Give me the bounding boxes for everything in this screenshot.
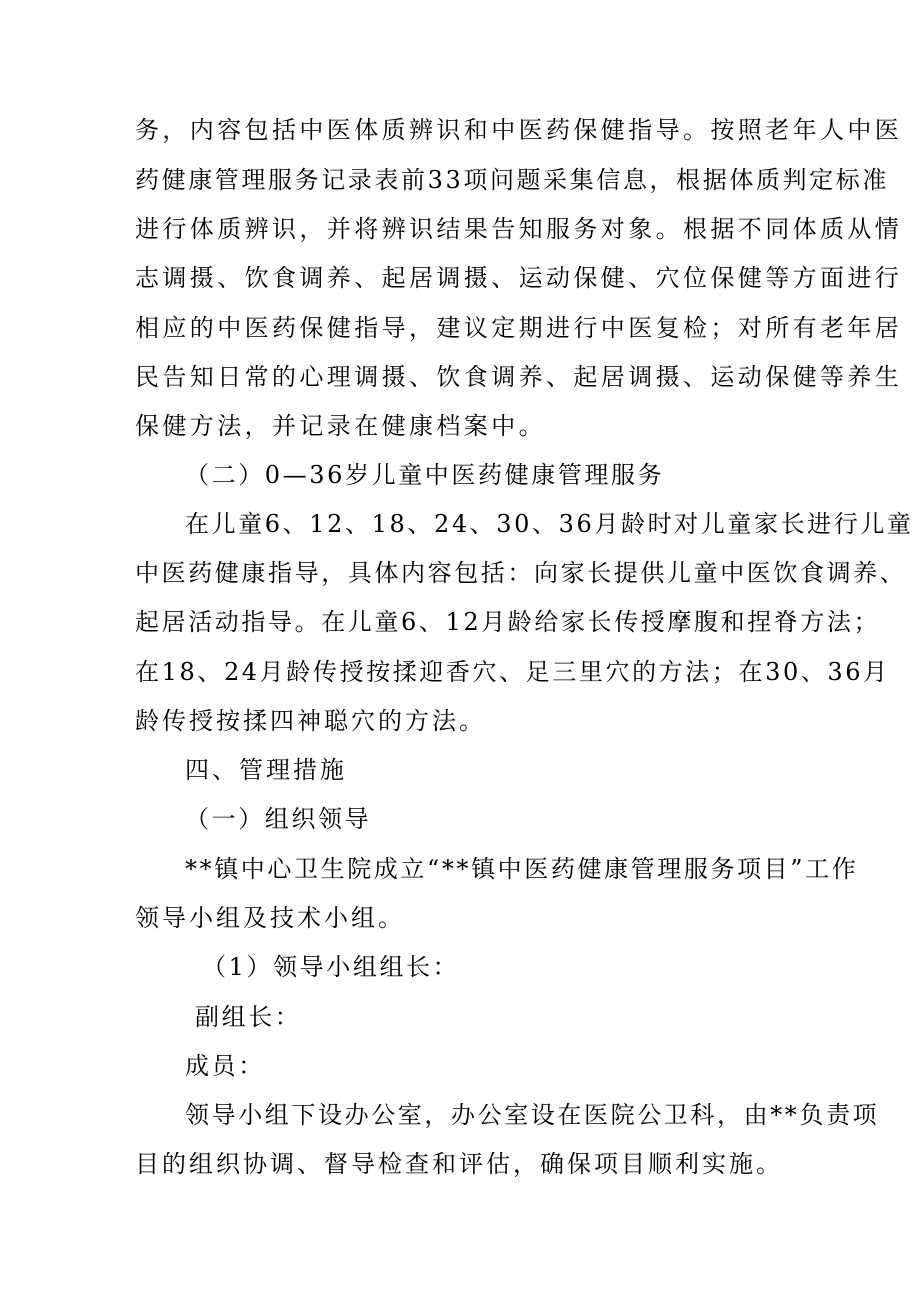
text-line-11: 起居活动指导。在儿童6、12月龄给家长传授摩腹和捏脊方法； [135, 608, 881, 636]
members: 成员： [185, 1052, 265, 1080]
text-line-2: 药健康管理服务记录表前33项问题采集信息，根据体质判定标准 [135, 166, 889, 194]
text-line-3: 进行体质辨识，并将辨识结果告知服务对象。根据不同体质从情 [135, 215, 903, 243]
text-line-7: 保健方法，并记录在健康档案中。 [135, 412, 546, 440]
text-line-17: 领导小组及技术小组。 [135, 904, 405, 932]
text-line-9: 在儿童6、12、18、24、30、36月龄时对儿童家长进行儿童 [185, 510, 914, 538]
subsection-heading-organization: （一）组织领导 [185, 805, 372, 833]
text-line-22: 目的组织协调、督导检查和评估，确保项目顺利实施。 [135, 1150, 783, 1178]
leader-group-head: （1）领导小组组长： [202, 953, 460, 981]
text-line-6: 民告知日常的心理调摄、饮食调养、起居调摄、运动保健等养生 [135, 363, 903, 391]
text-line-16: **镇中心卫生院成立“**镇中医药健康管理服务项目”工作 [185, 855, 859, 883]
text-line-5: 相应的中医药保健指导，建议定期进行中医复检；对所有老年居 [135, 314, 903, 342]
text-line-10: 中医药健康指导，具体内容包括：向家长提供儿童中医饮食调养、 [135, 559, 907, 587]
text-line-13: 龄传授按揉四神聪穴的方法。 [135, 707, 486, 735]
section-heading-children: （二）0—36岁儿童中医药健康管理服务 [185, 461, 665, 489]
deputy-head: 副组长： [195, 1003, 302, 1031]
text-line-21: 领导小组下设办公室，办公室设在医院公卫科，由**负责项 [185, 1101, 880, 1129]
text-line-1: 务，内容包括中医体质辨识和中医药保健指导。按照老年人中医 [135, 116, 903, 144]
text-line-12: 在18、24月龄传授按揉迎香穴、足三里穴的方法；在30、36月 [135, 658, 890, 686]
section-heading-management: 四、管理措施 [185, 756, 347, 784]
text-line-4: 志调摄、饮食调养、起居调摄、运动保健、穴位保健等方面进行 [135, 264, 903, 292]
